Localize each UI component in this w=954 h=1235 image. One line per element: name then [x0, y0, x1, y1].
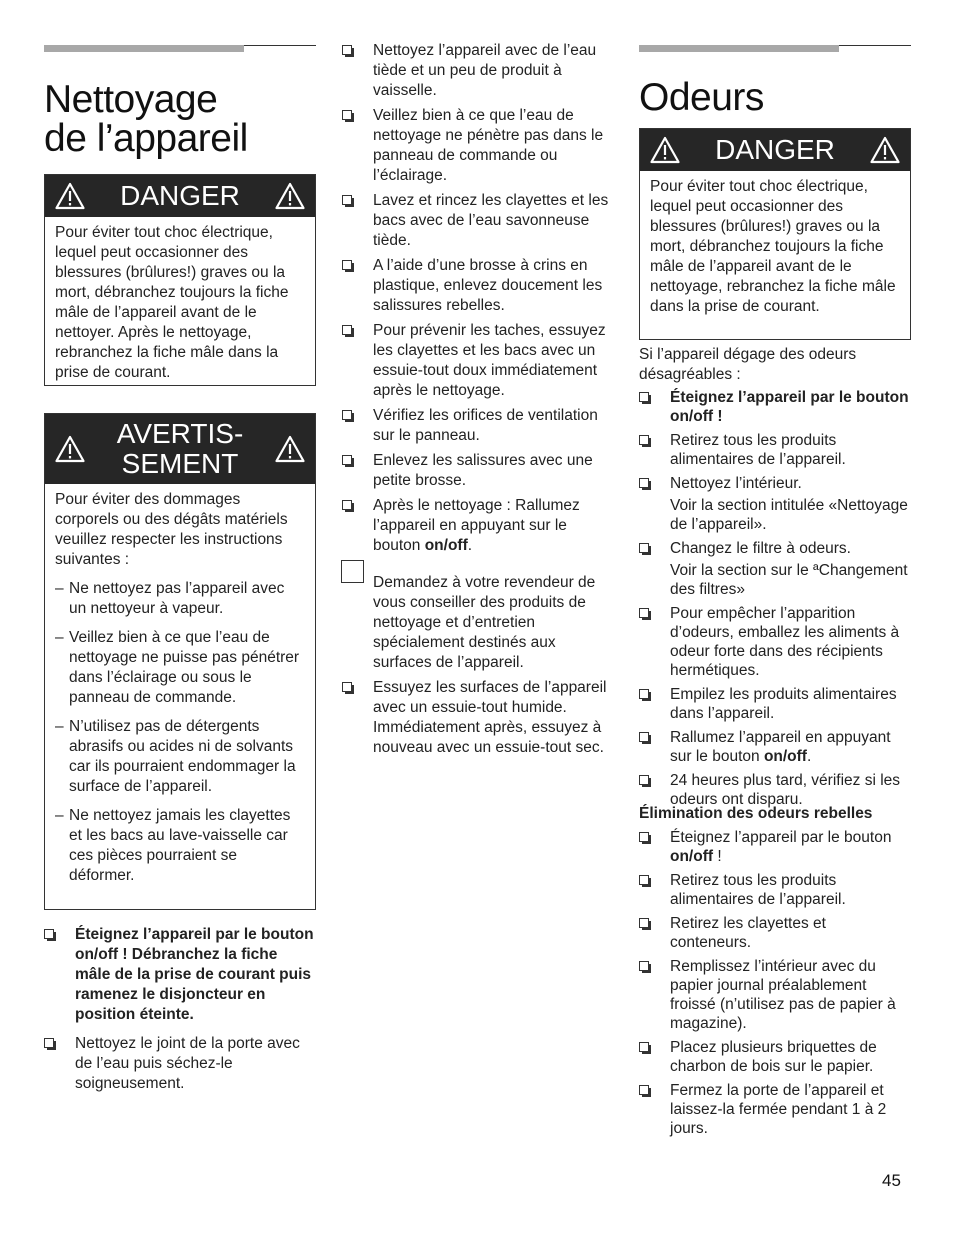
checkbox-bullet-icon — [639, 689, 649, 699]
checkbox-bullet-icon — [342, 410, 352, 420]
list-item: Après le nettoyage : Rallumez l’appareil en appuyant sur le bouton on/off. — [342, 496, 614, 556]
list-item: Changez le filtre à odeurs. Voir la section sur le ªChangement des filtres» — [639, 539, 911, 599]
danger-heading: DANGER — [715, 134, 835, 165]
list-item: A l’aide d’une brosse à crins en plastique, enlevez doucement les salissures rebelles. — [342, 256, 614, 316]
list-item: Demandez à votre revendeur de vous conseiller des produits de nettoyage et d’entretien spécialement destinés aux surfaces de l’appareil. — [342, 573, 614, 673]
warning-intro: Pour éviter des dommages corporels ou des dégâts matériels veuillez respecter les instructions suivantes : — [55, 491, 288, 568]
list-item: Nettoyez l’intérieur. Voir la section intitulée «Nettoyage de l’appareil». — [639, 474, 911, 534]
checkbox-bullet-icon — [639, 961, 649, 971]
checkbox-bullet-icon — [342, 260, 352, 270]
list-item: Rallumez l’appareil en appuyant sur le bouton on/off. — [639, 728, 911, 766]
checkbox-bullet-icon — [342, 455, 352, 465]
odors-intro: Si l’appareil dégage des odeurs désagréables : — [639, 346, 857, 383]
checkbox-bullet-icon — [639, 392, 649, 402]
list-item: Remplissez l’intérieur avec du papier journal préalablement froissé (n’utilisez pas de papier à magazine). — [639, 957, 911, 1033]
list-item: Fermez la porte de l’appareil et laissez‑la fermée pendant 1 à 2 jours. — [639, 1081, 911, 1138]
danger-header — [45, 175, 315, 217]
empty-box-icon — [341, 560, 364, 583]
checkbox-bullet-icon — [342, 195, 352, 205]
list-item: Retirez les clayettes et conteneurs. — [639, 914, 911, 952]
list-item: Pour prévenir les taches, essuyez les clayettes et les bacs avec un essuie‑tout doux immédiatement après le nettoyage. — [342, 321, 614, 401]
checkbox-bullet-icon — [639, 1042, 649, 1052]
danger-text: Pour éviter tout choc électrique, lequel peut occasionner des blessures (brûlures!) graves ou la mort, débranchez toujours la fiche mâle de l’appareil avant de le nettoyer. Après le nettoyage, rebranchez la fiche mâle dans la prise de courant. — [55, 224, 289, 381]
odors-steps-list — [639, 388, 911, 814]
warning-triangle-icon — [55, 183, 85, 210]
danger-header — [640, 129, 910, 171]
list-item: Nettoyez le joint de la porte avec de l’eau puis séchez‑le soigneusement. — [44, 1034, 316, 1094]
checkbox-bullet-icon — [639, 1085, 649, 1095]
checkbox-bullet-icon — [639, 732, 649, 742]
checkbox-bullet-icon — [639, 435, 649, 445]
section-rule — [44, 45, 316, 53]
list-item: Enlevez les salissures avec une petite brosse. — [342, 451, 614, 491]
danger-box-cleaning — [44, 174, 316, 386]
cleaning-steps-list — [44, 925, 316, 1099]
checkbox-bullet-icon — [639, 775, 649, 785]
list-item: Retirez tous les produits alimentaires de l’appareil. — [639, 871, 911, 909]
list-item: Nettoyez l’appareil avec de l’eau tiède et un peu de produit à vaisselle. — [342, 41, 614, 101]
checkbox-bullet-icon — [639, 608, 649, 618]
warning-heading: AVERTIS- SEMENT — [116, 418, 244, 479]
danger-box-odors — [639, 128, 911, 340]
list-item: Éteignez l’appareil par le bouton on/off ! — [639, 388, 911, 426]
page-title-cleaning: Nettoyage de l’appareil — [44, 78, 248, 160]
checkbox-bullet-icon — [342, 45, 352, 55]
list-item: Éteignez l’appareil par le bouton on/off ! — [639, 828, 911, 866]
checkbox-bullet-icon — [639, 478, 649, 488]
cleaning-steps-list-2 — [342, 41, 614, 763]
section-subheading: Élimination des odeurs rebelles — [639, 805, 873, 822]
list-item: Pour empêcher l’apparition d’odeurs, emballez les aliments à odeur forte dans des récipients hermétiques. — [639, 604, 911, 680]
checkbox-bullet-icon — [44, 929, 54, 939]
list-item: Placez plusieurs briquettes de charbon de bois sur le papier. — [639, 1038, 911, 1076]
list-item: Lavez et rincez les clayettes et les bacs avec de l’eau savonneuse tiède. — [342, 191, 614, 251]
section-rule — [639, 45, 911, 53]
warning-triangle-icon — [55, 436, 85, 463]
danger-text: Pour éviter tout choc électrique, lequel peut occasionner des blessures (brûlures!) graves ou la mort, débranchez toujours la fiche mâle de l’appareil avant de le nettoyage, rebranchez la fiche mâle dans la prise de courant. — [650, 178, 896, 315]
warning-item: – Ne nettoyez pas l’appareil avec un nettoyeur à vapeur. — [55, 579, 305, 619]
odors-stubborn-steps-list — [639, 828, 911, 1143]
list-item: Empilez les produits alimentaires dans l’appareil. — [639, 685, 911, 723]
warning-triangle-icon — [650, 137, 680, 164]
warning-item: – Ne nettoyez jamais les clayettes et les bacs au lave‑vaisselle car ces pièces pourraient se déformer. — [55, 806, 305, 886]
page-title-odors: Odeurs — [639, 76, 764, 119]
checkbox-bullet-icon — [639, 543, 649, 553]
checkbox-bullet-icon — [44, 1038, 54, 1048]
warning-item: – Veillez bien à ce que l’eau de nettoyage ne puisse pas pénétrer dans l’éclairage ou sous le panneau de commande. — [55, 628, 305, 708]
warning-body — [45, 484, 315, 894]
list-item: Retirez tous les produits alimentaires de l’appareil. — [639, 431, 911, 469]
checkbox-bullet-icon — [639, 875, 649, 885]
list-item: Veillez bien à ce que l’eau de nettoyage ne pénètre pas dans le panneau de commande ou l’éclairage. — [342, 106, 614, 186]
warning-triangle-icon — [275, 436, 305, 463]
checkbox-bullet-icon — [342, 325, 352, 335]
checkbox-bullet-icon — [342, 682, 352, 692]
checkbox-bullet-icon — [639, 918, 649, 928]
list-item: 24 heures plus tard, vérifiez si les odeurs ont disparu. — [639, 771, 911, 809]
checkbox-bullet-icon — [639, 832, 649, 842]
warning-box-cleaning — [44, 413, 316, 910]
checkbox-bullet-icon — [342, 110, 352, 120]
page-number: 45 — [882, 1171, 901, 1190]
danger-heading: DANGER — [120, 180, 240, 211]
list-item: Essuyez les surfaces de l’appareil avec un essuie‑tout humide. Immédiatement après, essuyez à nouveau avec un essuie‑tout sec. — [342, 678, 614, 758]
warning-item: – N’utilisez pas de détergents abrasifs ou acides ni de solvants car ils pourraient endommager la surface de l’appareil. — [55, 717, 305, 797]
list-item: Éteignez l’appareil par le bouton on/off ! Débranchez la fiche mâle de la prise de courant puis ramenez le disjoncteur en position éteinte. — [44, 925, 316, 1025]
checkbox-bullet-icon — [342, 500, 352, 510]
warning-triangle-icon — [870, 137, 900, 164]
warning-header — [45, 414, 315, 484]
warning-triangle-icon — [275, 183, 305, 210]
list-item: Vérifiez les orifices de ventilation sur le panneau. — [342, 406, 614, 446]
